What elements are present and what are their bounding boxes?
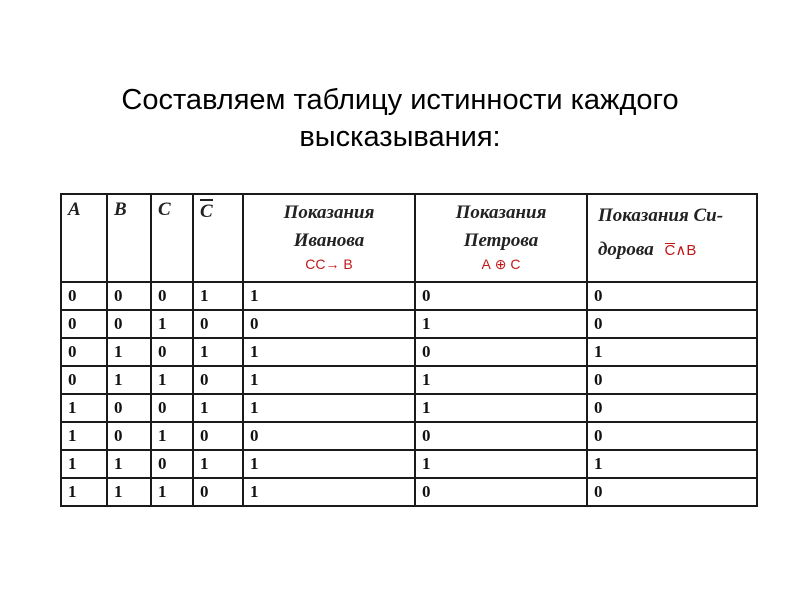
petrov-line-2: Петрова [463,230,539,251]
cell-b: 1 [107,338,151,366]
cell-sidorov: 0 [587,478,757,506]
cell-sidorov: 0 [587,394,757,422]
header-not-c [193,194,243,282]
table-row [61,366,757,394]
cell-petrov: 0 [415,282,587,310]
truth-table [60,193,758,507]
cell-sidorov: 0 [587,310,757,338]
truth-table-body [61,282,757,506]
sidorov-formula-c: С [664,242,676,259]
cell-b: 0 [107,394,151,422]
cell-sidorov: 0 [587,422,757,450]
cell-ivanov: 1 [243,450,415,478]
cell-c: 0 [151,394,193,422]
cell-b: 1 [107,478,151,506]
cell-not-c: 1 [193,394,243,422]
cell-a: 0 [61,366,107,394]
table-row [61,282,757,310]
cell-sidorov: 0 [587,366,757,394]
table-row [61,478,757,506]
cell-a: 0 [61,310,107,338]
cell-petrov: 1 [415,366,587,394]
cell-petrov: 1 [415,394,587,422]
cell-c: 0 [151,450,193,478]
cell-not-c: 1 [193,450,243,478]
header-b: B [107,194,151,282]
cell-b: 0 [107,310,151,338]
cell-a: 0 [61,338,107,366]
header-petrov [415,194,587,282]
cell-sidorov: 0 [587,282,757,310]
not-c-label: C [200,201,213,222]
cell-ivanov: 1 [243,282,415,310]
cell-ivanov: 1 [243,478,415,506]
cell-ivanov: 1 [243,366,415,394]
cell-petrov: 1 [415,450,587,478]
petrov-line-1: Показания [455,202,547,223]
header-row [61,194,757,282]
cell-sidorov: 1 [587,338,757,366]
table-row [61,394,757,422]
table-row [61,310,757,338]
cell-b: 0 [107,282,151,310]
cell-ivanov: 1 [243,394,415,422]
title-line-2: высказывания: [299,121,501,153]
cell-petrov: 0 [415,478,587,506]
cell-c: 1 [151,422,193,450]
sidorov-line-1: Показания Си- [598,205,724,226]
table-row [61,450,757,478]
cell-ivanov: 1 [243,338,415,366]
header-ivanov [243,194,415,282]
cell-petrov: 0 [415,422,587,450]
slide-title [0,82,800,156]
cell-not-c: 0 [193,422,243,450]
cell-ivanov: 0 [243,422,415,450]
ivanov-line-2: Иванова [293,230,365,251]
sidorov-formula [665,242,697,259]
table-row [61,422,757,450]
cell-b: 1 [107,450,151,478]
ivanov-line-1: Показания [283,202,375,223]
cell-c: 0 [151,282,193,310]
cell-not-c: 0 [193,310,243,338]
cell-not-c: 0 [193,366,243,394]
table-row [61,338,757,366]
ivanov-formula: СС→ В [305,256,353,272]
cell-a: 1 [61,394,107,422]
cell-not-c: 0 [193,478,243,506]
cell-a: 1 [61,422,107,450]
cell-petrov: 0 [415,338,587,366]
cell-not-c: 1 [193,282,243,310]
cell-a: 1 [61,450,107,478]
petrov-formula: А ⊕ С [481,256,521,272]
header-c: C [151,194,193,282]
sidorov-formula-rest: ∧В [675,242,697,259]
cell-a: 1 [61,478,107,506]
header-a: A [61,194,107,282]
header-sidorov [587,194,757,282]
cell-b: 1 [107,366,151,394]
cell-c: 0 [151,338,193,366]
cell-ivanov: 0 [243,310,415,338]
cell-c: 1 [151,366,193,394]
title-line-1: Составляем таблицу истинности каждого [121,84,679,116]
cell-sidorov: 1 [587,450,757,478]
cell-b: 0 [107,422,151,450]
cell-c: 1 [151,310,193,338]
cell-petrov: 1 [415,310,587,338]
sidorov-line-2: дорова [598,239,654,260]
cell-c: 1 [151,478,193,506]
cell-not-c: 1 [193,338,243,366]
cell-a: 0 [61,282,107,310]
